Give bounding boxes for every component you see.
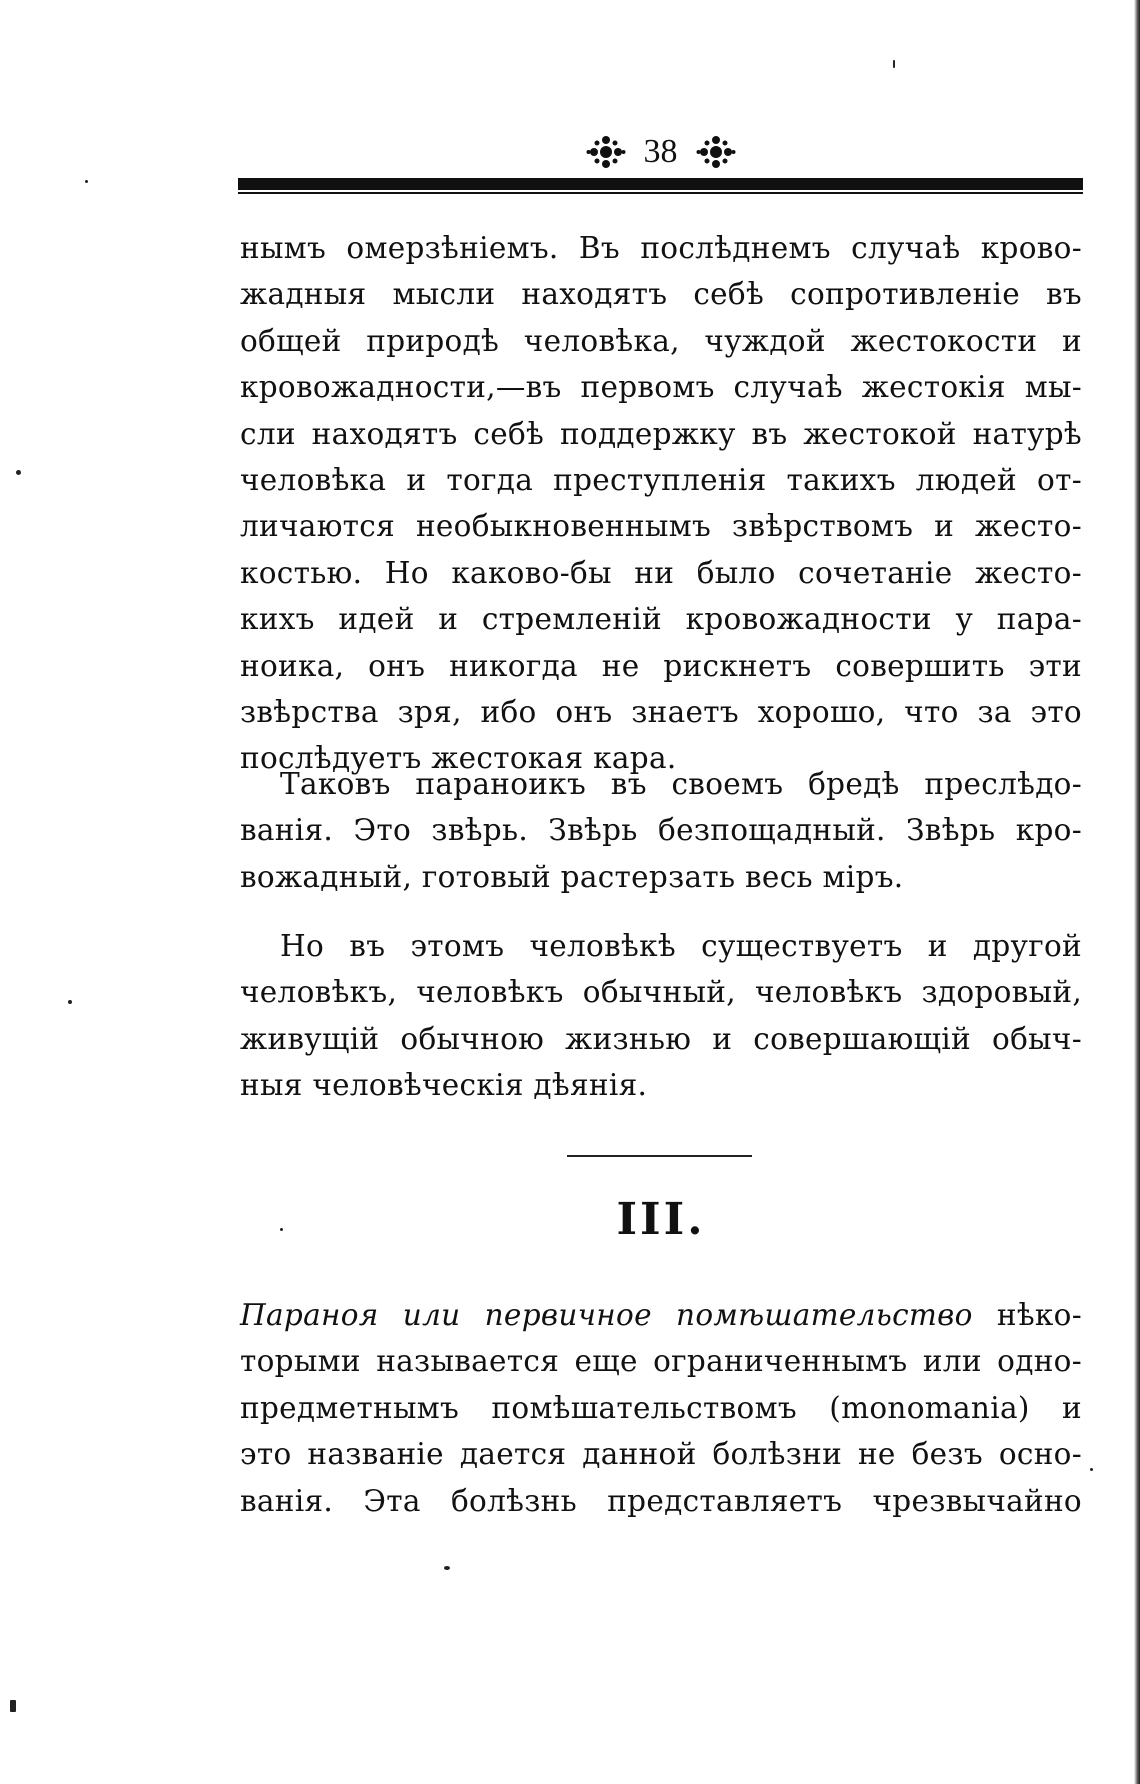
text-line: предметнымъ помѣшательствомъ (monomania) и (240, 1390, 1082, 1425)
scan-speck (280, 1228, 283, 1231)
fleuron-icon (696, 134, 736, 170)
text-line: человѣкъ, человѣкъ обычный, человѣкъ здоровый, (240, 975, 1082, 1010)
scan-page-edge (1134, 0, 1140, 1784)
text-line: нымъ омерзѣніемъ. Въ послѣднемъ случаѣ крово- (240, 231, 1082, 265)
italic-term: Параноя или первичное помѣшательство (240, 1298, 973, 1332)
text-line: сли находятъ себѣ поддержку въ жестокой натурѣ (240, 416, 1082, 451)
text-line: живущій обычною жизнью и совершающій обыч- (240, 1021, 1082, 1056)
running-head (238, 128, 1083, 176)
text-line: ванія. Это звѣрь. Звѣрь безпощадный. Звѣрь кро- (240, 813, 1082, 848)
paragraph-1 (240, 225, 1082, 782)
scan-speck (893, 60, 895, 68)
text-line: ноика, онъ никогда не рискнетъ совершить эти (240, 648, 1082, 683)
scan-speck (85, 180, 88, 183)
text-line: Таковъ параноикъ въ своемъ бредѣ преслѣдо- (280, 767, 1082, 801)
scan-speck (10, 1700, 16, 1712)
text-line: ныя человѣческія дѣянія. (240, 1068, 648, 1103)
text-line: звѣрства зря, ибо онъ знаетъ хорошо, что за это (240, 695, 1082, 730)
text-line: общей природѣ человѣка, чуждой жестокости и (240, 323, 1082, 358)
scan-speck (16, 470, 21, 475)
paragraph-4 (240, 1292, 1082, 1524)
text-line: кровожадности,—въ первомъ случаѣ жестокія мы- (240, 370, 1082, 405)
text-line: торыми называется еще ограниченнымъ или одно- (240, 1344, 1082, 1379)
header-rule (238, 178, 1083, 190)
scan-speck (1090, 1468, 1093, 1471)
text-line: кихъ идей и стремленій кровожадности у пара- (240, 602, 1082, 637)
paragraph-3 (240, 923, 1082, 1109)
text-line: Но въ этомъ человѣкѣ существуетъ и другой (280, 929, 1082, 963)
text-line-rest: нѣко- (972, 1298, 1082, 1332)
scan-speck (68, 1000, 72, 1004)
scan-speck (444, 1566, 450, 1570)
text-line (240, 1292, 1082, 1338)
text-line: послѣдуетъ жестокая кара. (240, 741, 677, 776)
section-divider (567, 1155, 752, 1157)
text-line: костью. Но каково-бы ни было сочетаніе жесто- (240, 555, 1082, 590)
text-line: человѣка и тогда преступленія такихъ людей от- (240, 463, 1082, 498)
section-heading: III. (616, 1194, 706, 1245)
text-line: вожадный, готовый растерзать весь міръ. (240, 859, 904, 894)
text-line: жадныя мысли находятъ себѣ сопротивленіе въ (240, 277, 1082, 312)
text-line: ванія. Эта болѣзнь представляетъ чрезвычайно (240, 1483, 1082, 1518)
fleuron-icon (586, 134, 626, 170)
header-rule-thin (238, 192, 1083, 194)
paragraph-2 (240, 761, 1082, 900)
text-line: это названіе дается данной болѣзни не безъ осно- (240, 1437, 1082, 1472)
page-number: 38 (643, 133, 678, 170)
text-line: личаются необыкновеннымъ звѣрствомъ и жесто- (240, 509, 1082, 544)
